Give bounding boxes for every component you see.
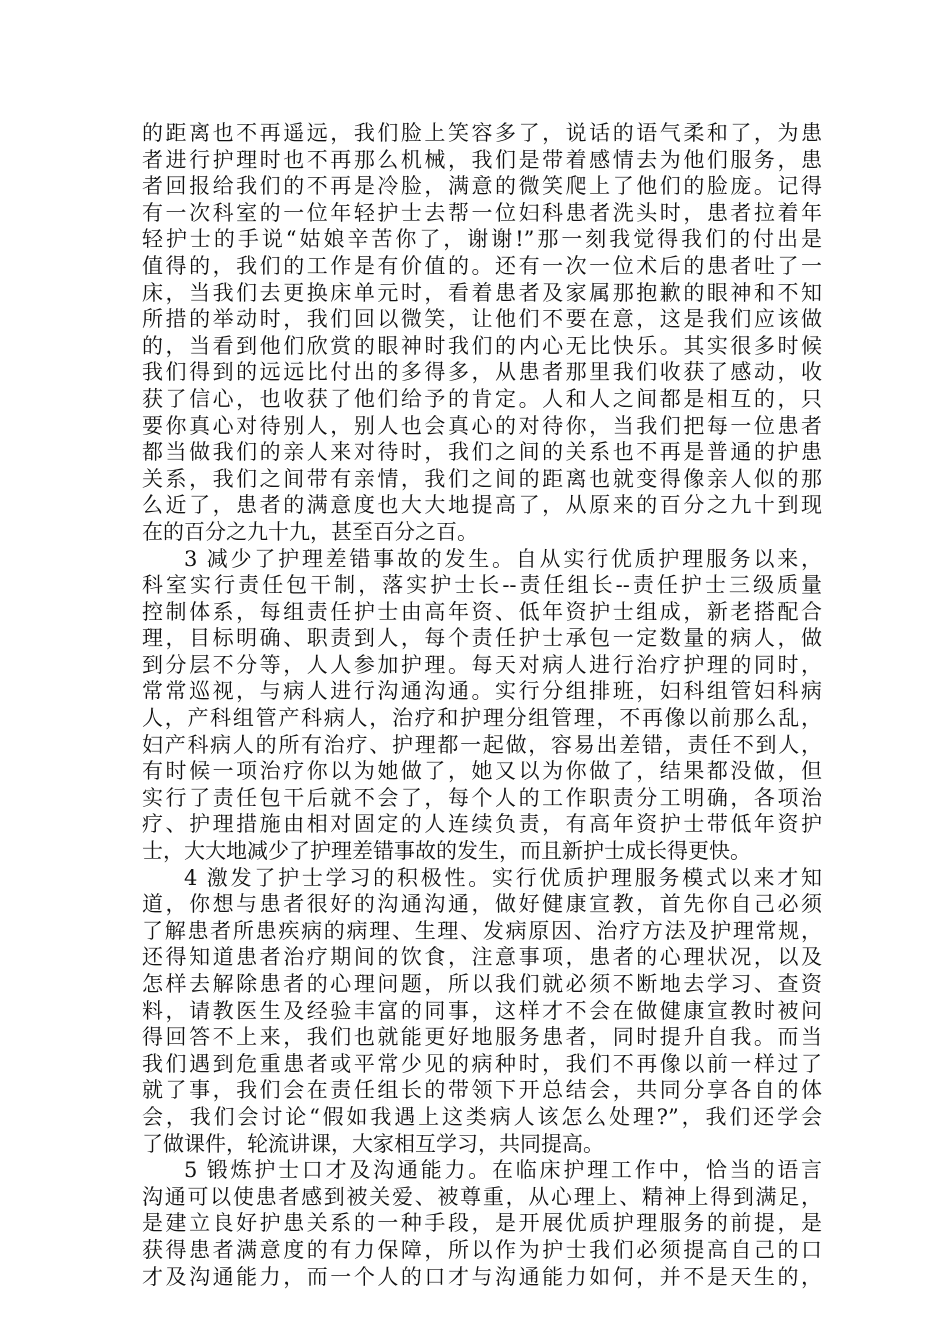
text-line: 3 减少了护理差错事故的发生。自从实行优质护理服务以来， bbox=[184, 546, 822, 571]
text-line: 所措的举动时，我们回以微笑，让他们不要在意，这是我们应该做 bbox=[142, 307, 822, 332]
text-line: 还得知道患者治疗期间的饮食，注意事项，患者的心理状况，以及 bbox=[142, 945, 822, 970]
text-line: 都当做我们的亲人来对待时，我们之间的关系也不再是普通的护患 bbox=[142, 440, 822, 465]
text-line: 怎样去解除患者的心理问题，所以我们就必须不断地去学习、查资 bbox=[142, 972, 822, 996]
text-line: 4 激发了护士学习的积极性。实行优质护理服务模式以来才知 bbox=[184, 865, 822, 890]
text-line: 沟通可以使患者感到被关爱、被尊重，从心理上、精神上得到满足， bbox=[142, 1184, 822, 1209]
text-line: 会，我们会讨论“假如我遇上这类病人该怎么处理?”，我们还学会 bbox=[142, 1104, 822, 1129]
text-line: 值得的，我们的工作是有价值的。还有一次一位术后的患者吐了一 bbox=[142, 253, 822, 278]
text-line: 我们遇到危重患者或平常少见的病种时，我们不再像以前一样过了 bbox=[142, 1051, 822, 1076]
text-line: 者回报给我们的不再是冷脸，满意的微笑爬上了他们的脸庞。记得 bbox=[142, 174, 822, 199]
text-line: 轻护士的手说“姑娘辛苦你了，谢谢!”那一刻我觉得我们的付出是 bbox=[142, 227, 822, 252]
text-line: 科室实行责任包干制，落实护士长--责任组长--责任护士三级质量 bbox=[142, 573, 822, 598]
text-line: 疗、护理措施由相对固定的人连续负责，有高年资护士带低年资护 bbox=[142, 812, 822, 837]
text-line: 获得患者满意度的有力保障，所以作为护士我们必须提高自己的口 bbox=[142, 1237, 822, 1262]
text-line: 么近了，患者的满意度也大大地提高了，从原来的百分之九十到现 bbox=[142, 493, 822, 518]
text-line: 者进行护理时也不再那么机械，我们是带着感情去为他们服务，患 bbox=[142, 147, 822, 172]
text-line: 关系，我们之间带有亲情，我们之间的距离也就变得像亲人似的那 bbox=[142, 466, 822, 491]
text-line: 我们得到的远远比付出的多得多，从患者那里我们收获了感动，收 bbox=[142, 360, 822, 385]
text-line: 控制体系，每组责任护士由高年资、低年资护士组成，新老搭配合 bbox=[142, 599, 822, 624]
text-line: 是建立良好护患关系的一种手段，是开展优质护理服务的前提，是 bbox=[142, 1211, 822, 1236]
text-line: 得回答不上来，我们也就能更好地服务患者，同时提升自我。而当 bbox=[142, 1025, 822, 1050]
text-line: 在的百分之九十九，甚至百分之百。 bbox=[142, 519, 478, 544]
text-line: 到分层不分等，人人参加护理。每天对病人进行治疗护理的同时， bbox=[142, 652, 822, 677]
text-line: 了解患者所患疾病的病理、生理、发病原因、治疗方法及护理常规， bbox=[142, 918, 822, 943]
paragraph-1 bbox=[142, 120, 822, 546]
text-line: 有一次科室的一位年轻护士去帮一位妇科患者洗头时，患者拉着年 bbox=[142, 200, 822, 225]
paragraph-3 bbox=[142, 865, 822, 1158]
text-line: 了做课件，轮流讲课，大家相互学习，共同提高。 bbox=[142, 1131, 604, 1156]
text-line: 就了事，我们会在责任组长的带领下开总结会，共同分享各自的体 bbox=[142, 1078, 822, 1103]
text-line: 才及沟通能力，而一个人的口才与沟通能力如何，并不是天生的， bbox=[142, 1264, 822, 1289]
paragraph-2 bbox=[142, 546, 822, 865]
text-line: 有时候一项治疗你以为她做了，她又以为你做了，结果都没做，但 bbox=[142, 759, 822, 784]
text-line: 道，你想与患者很好的沟通沟通，做好健康宣教，首先你自己必须 bbox=[142, 892, 822, 917]
body-text bbox=[142, 120, 822, 1290]
text-line: 5 锻炼护士口才及沟通能力。在临床护理工作中，恰当的语言 bbox=[184, 1158, 822, 1183]
text-line: 妇产科病人的所有治疗、护理都一起做，容易出差错，责任不到人， bbox=[142, 732, 822, 757]
text-line: 床，当我们去更换床单元时，看着患者及家属那抱歉的眼神和不知 bbox=[142, 280, 822, 305]
text-line: 实行了责任包干后就不会了，每个人的工作职责分工明确，各项治 bbox=[142, 785, 822, 810]
text-line: 理，目标明确、职责到人，每个责任护士承包一定数量的病人，做 bbox=[142, 626, 822, 651]
text-line: 常常巡视，与病人进行沟通沟通。实行分组排班，妇科组管妇科病 bbox=[142, 679, 822, 704]
text-line: 的距离也不再遥远，我们脸上笑容多了，说话的语气柔和了，为患 bbox=[142, 121, 822, 145]
text-line: 人，产科组管产科病人，治疗和护理分组管理，不再像以前那么乱， bbox=[142, 706, 822, 731]
text-line: 士，大大地减少了护理差错事故的发生，而且新护士成长得更快。 bbox=[142, 839, 751, 864]
text-line: 要你真心对待别人，别人也会真心的对待你，当我们把每一位患者 bbox=[142, 413, 822, 438]
text-line: 的，当看到他们欣赏的眼神时我们的内心无比快乐。其实很多时候 bbox=[142, 333, 822, 358]
text-line: 料，请教医生及经验丰富的同事，这样才不会在做健康宣教时被问 bbox=[142, 998, 822, 1023]
paragraph-4 bbox=[142, 1157, 822, 1290]
text-line: 获了信心，也收获了他们给予的肯定。人和人之间都是相互的，只 bbox=[142, 386, 822, 411]
